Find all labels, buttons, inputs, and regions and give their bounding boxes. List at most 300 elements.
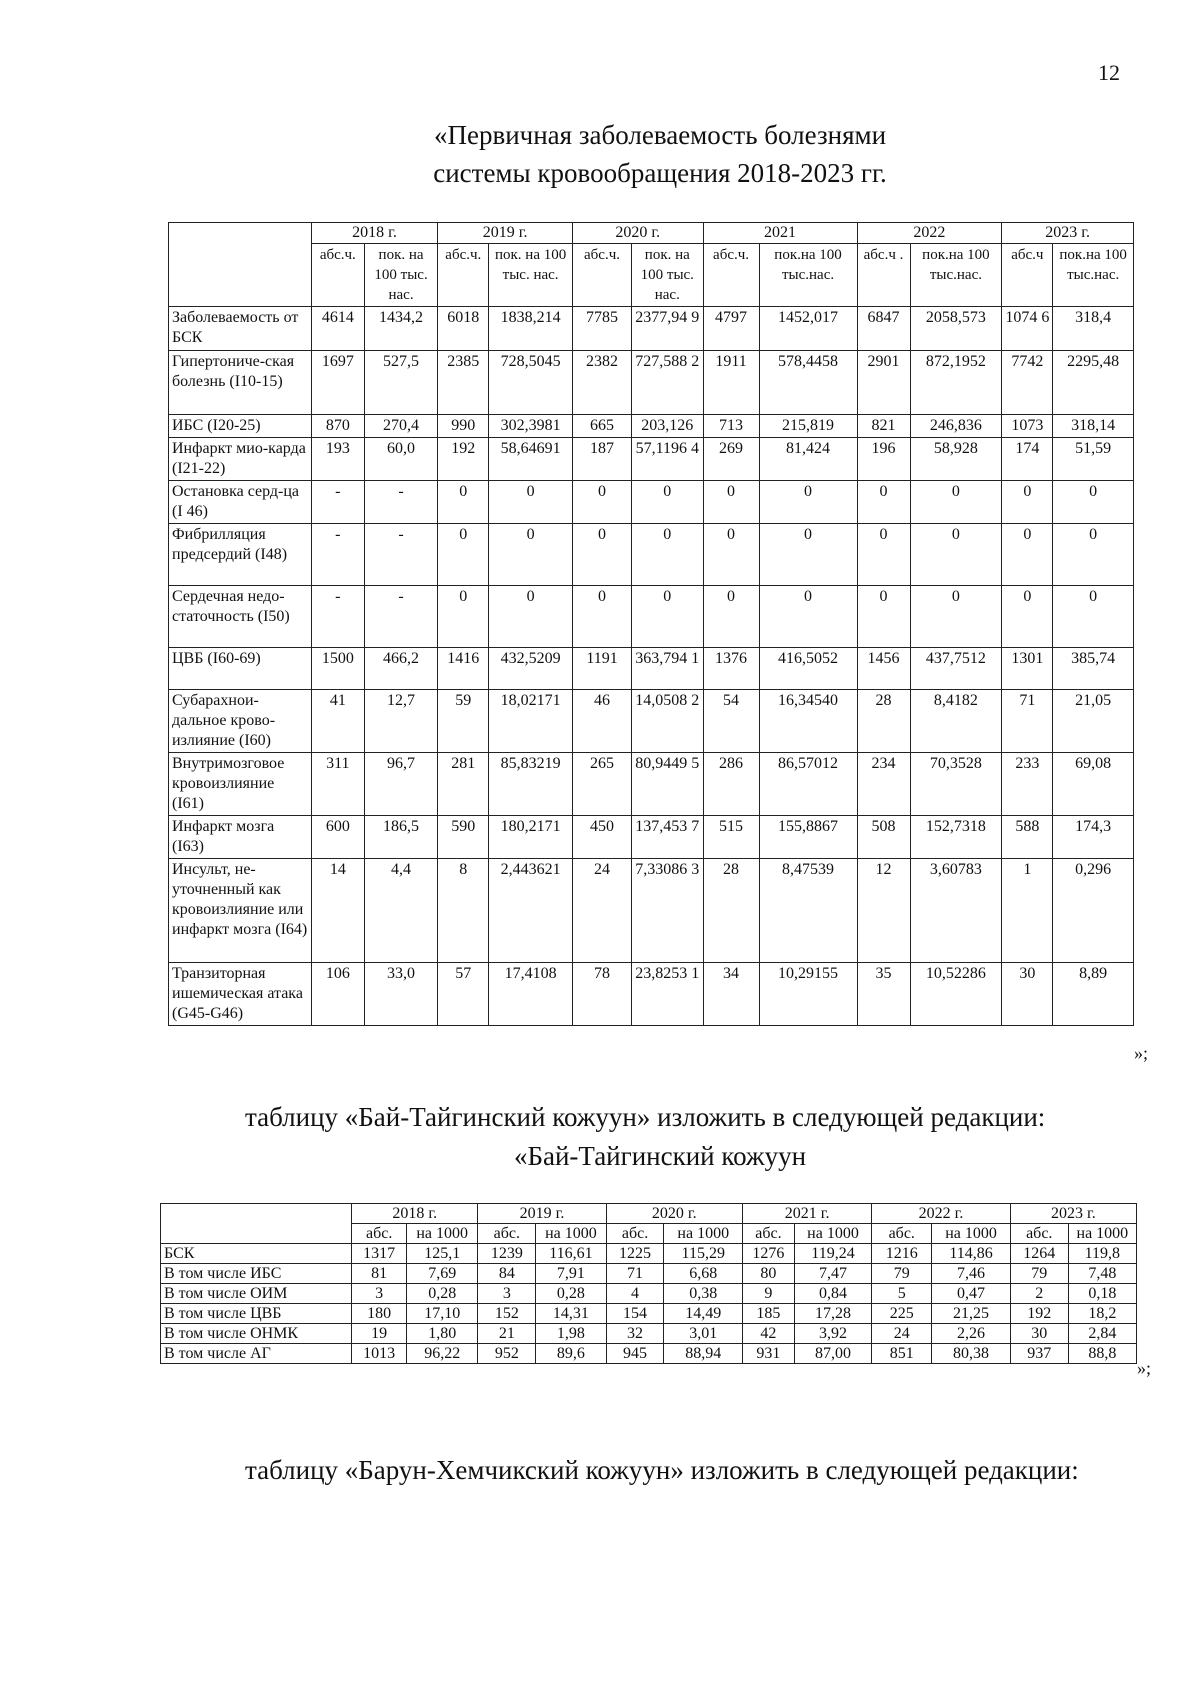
value-cell: 0 [489,586,573,648]
value-cell: 7785 [572,307,631,351]
value-cell: 225 [872,1304,932,1324]
subheader-cell: пок.на 100 тыс.нас. [910,244,1002,307]
value-cell: 51,59 [1053,438,1134,481]
paragraph-barun-khemchik: таблицу «Барун-Хемчикский кожуун» изложить в следующей редакции: [245,1455,1079,1485]
value-cell: 728,5045 [489,351,573,415]
value-cell: 2058,573 [910,307,1002,351]
value-cell: 89,6 [536,1344,606,1364]
value-cell: 114,86 [932,1244,1011,1264]
value-cell: 281 [438,753,489,816]
value-cell: 385,74 [1053,648,1134,690]
value-cell: 1838,214 [489,307,573,351]
value-cell: 215,819 [759,415,857,438]
page-number: 12 [1098,60,1120,85]
value-cell: 2,443621 [489,859,573,963]
value-cell: 125,1 [407,1244,478,1264]
value-cell: 872,1952 [910,351,1002,415]
table-row [161,1344,1137,1364]
subheader-cell: абс.ч. [572,244,631,307]
value-cell: 0 [857,481,910,524]
value-cell: 84 [478,1264,536,1284]
value-cell: 8,89 [1053,963,1134,1026]
value-cell: 0 [1053,524,1134,586]
value-cell: 116,61 [536,1244,606,1264]
paragraph-bai-taiga: таблицу «Бай-Тайгинский кожуун» изложить в следующей редакции: [245,1102,1046,1132]
value-cell: 990 [438,415,489,438]
year-header: 2022 г. [872,1204,1011,1224]
value-cell: 1500 [311,648,364,690]
value-cell: 70,3528 [910,753,1002,816]
value-cell: 187 [572,438,631,481]
value-cell: 1225 [606,1244,664,1264]
value-cell: 14,49 [664,1304,743,1324]
value-cell: 1416 [438,648,489,690]
subheader-cell: абс.ч [1002,244,1053,307]
value-cell: 180,2171 [489,816,573,859]
subheader-row [169,244,1134,307]
table2-title: «Бай-Тайгинский кожуун [513,1141,807,1171]
value-cell: 1276 [743,1244,795,1264]
value-cell: 1191 [572,648,631,690]
value-cell: 318,4 [1053,307,1134,351]
value-cell: 233 [1002,753,1053,816]
row-label: ЦВБ (I60-69) [169,648,312,690]
value-cell: 180 [352,1304,407,1324]
value-cell: 0 [632,481,703,524]
subheader-cell: на 1000 [794,1224,872,1244]
value-cell: 0 [1002,586,1053,648]
table-row [169,816,1134,859]
subheader-cell: абс. [352,1224,407,1244]
value-cell: 713 [703,415,759,438]
bai-taiga-table-header [161,1204,1137,1244]
year-header: 2018 г. [352,1204,478,1224]
value-cell: 69,08 [1053,753,1134,816]
value-cell: 9 [743,1284,795,1304]
value-cell: 0 [759,481,857,524]
value-cell: 4614 [311,307,364,351]
row-label: В том числе АГ [161,1344,352,1364]
value-cell: 0 [489,524,573,586]
morbidity-table-header [169,223,1134,307]
value-cell: 1434,2 [364,307,437,351]
value-cell: 527,5 [364,351,437,415]
value-cell: 21 [478,1324,536,1344]
row-label: Субарахнои-дальное крово-излияние (I60) [169,690,312,753]
value-cell: 23,8253 1 [632,963,703,1026]
value-cell: 79 [1010,1264,1068,1284]
value-cell: 286 [703,753,759,816]
value-cell: 0,84 [794,1284,872,1304]
value-cell: 137,453 7 [632,816,703,859]
value-cell: 1239 [478,1244,536,1264]
value-cell: 46 [572,690,631,753]
value-cell: 318,14 [1053,415,1134,438]
value-cell: 0 [489,481,573,524]
value-cell: 30 [1002,963,1053,1026]
value-cell: 71 [1002,690,1053,753]
value-cell: 578,4458 [759,351,857,415]
value-cell: - [364,586,437,648]
year-header-row [161,1204,1137,1224]
value-cell: 1264 [1010,1244,1068,1264]
row-label: Инсульт, не-уточненный как кровоизлияние или инфаркт мозга (I64) [169,859,312,963]
table-row [169,648,1134,690]
table-row [161,1304,1137,1324]
value-cell: 0 [572,524,631,586]
table-row [169,438,1134,481]
corner-cell [161,1204,352,1244]
value-cell: 0 [1053,586,1134,648]
value-cell: 2,84 [1068,1324,1136,1344]
value-cell: 0,18 [1068,1284,1136,1304]
table-row [161,1244,1137,1264]
value-cell: - [311,524,364,586]
year-header: 2019 г. [478,1204,606,1224]
value-cell: 8,4182 [910,690,1002,753]
row-label: ИБС (I20-25) [169,415,312,438]
value-cell: 81,424 [759,438,857,481]
value-cell: 665 [572,415,631,438]
value-cell: 155,8867 [759,816,857,859]
value-cell: 6,68 [664,1264,743,1284]
value-cell: 1911 [703,351,759,415]
value-cell: 7,46 [932,1264,1011,1284]
table-row [169,415,1134,438]
value-cell: 58,928 [910,438,1002,481]
value-cell: 14,0508 2 [632,690,703,753]
value-cell: 1697 [311,351,364,415]
year-header-row [169,223,1134,244]
row-label: Фибрилляция предсердий (I48) [169,524,312,586]
value-cell: 1 [1002,859,1053,963]
value-cell: 203,126 [632,415,703,438]
value-cell: 0 [572,481,631,524]
value-cell: - [311,481,364,524]
value-cell: 0 [632,524,703,586]
value-cell: 5 [872,1284,932,1304]
subheader-cell: пок. на 100 тыс. нас. [489,244,573,307]
row-label: В том числе ОИМ [161,1284,352,1304]
morbidity-table-body [169,307,1134,1026]
subheader-cell: пок. на 100 тыс. нас. [632,244,703,307]
value-cell: 269 [703,438,759,481]
value-cell: 945 [606,1344,664,1364]
value-cell: 174,3 [1053,816,1134,859]
value-cell: 57 [438,963,489,1026]
value-cell: 588 [1002,816,1053,859]
value-cell: 590 [438,816,489,859]
value-cell: 79 [872,1264,932,1284]
table1-title-line-2: системы кровообращения 2018-2023 гг. [433,158,887,188]
value-cell: 85,83219 [489,753,573,816]
value-cell: 14,31 [536,1304,606,1324]
row-label: Заболеваемость от БСК [169,307,312,351]
subheader-cell: абс. [872,1224,932,1244]
value-cell: 41 [311,690,364,753]
year-header: 2018 г. [311,223,437,244]
subheader-cell: пок. на 100 тыс. нас. [364,244,437,307]
value-cell: 6018 [438,307,489,351]
value-cell: 80,9449 5 [632,753,703,816]
value-cell: 0 [572,586,631,648]
value-cell: 0,47 [932,1284,1011,1304]
row-label: Транзиторная ишемическая атака (G45-G46) [169,963,312,1026]
table-row [161,1284,1137,1304]
value-cell: 88,94 [664,1344,743,1364]
subheader-cell: абс. [743,1224,795,1244]
value-cell: 28 [857,690,910,753]
value-cell: 28 [703,859,759,963]
value-cell: 88,8 [1068,1344,1136,1364]
value-cell: 0 [1002,481,1053,524]
value-cell: 186,5 [364,816,437,859]
value-cell: 57,1196 4 [632,438,703,481]
value-cell: 0 [703,586,759,648]
value-cell: 12,7 [364,690,437,753]
value-cell: 2385 [438,351,489,415]
value-cell: 3 [352,1284,407,1304]
subheader-cell: абс.ч . [857,244,910,307]
bai-taiga-table-body [161,1244,1137,1364]
value-cell: 7,69 [407,1264,478,1284]
value-cell: 192 [438,438,489,481]
row-label: В том числе ИБС [161,1264,352,1284]
subheader-cell: абс.ч. [311,244,364,307]
value-cell: 508 [857,816,910,859]
value-cell: 185 [743,1304,795,1324]
value-cell: 0 [759,586,857,648]
value-cell: 0,28 [407,1284,478,1304]
value-cell: 0 [857,586,910,648]
value-cell: 193 [311,438,364,481]
value-cell: 96,22 [407,1344,478,1364]
table-row [169,481,1134,524]
value-cell: 3,01 [664,1324,743,1344]
value-cell: 727,588 2 [632,351,703,415]
table1-title-line-1: «Первичная заболеваемость болезнями [433,120,887,150]
value-cell: 54 [703,690,759,753]
value-cell: 33,0 [364,963,437,1026]
value-cell: 152,7318 [910,816,1002,859]
row-label: БСК [161,1244,352,1264]
subheader-cell: на 1000 [664,1224,743,1244]
subheader-cell: на 1000 [536,1224,606,1244]
value-cell: 1,98 [536,1324,606,1344]
subheader-cell: абс. [606,1224,664,1244]
value-cell: - [364,524,437,586]
value-cell: 931 [743,1344,795,1364]
value-cell: 2 [1010,1284,1068,1304]
value-cell: 80,38 [932,1344,1011,1364]
value-cell: 4,4 [364,859,437,963]
year-header: 2019 г. [438,223,573,244]
corner-cell [169,223,312,307]
value-cell: 34 [703,963,759,1026]
value-cell: 2901 [857,351,910,415]
year-header: 2021 [703,223,857,244]
value-cell: 21,25 [932,1304,1011,1324]
row-label: Гипертониче-ская болезнь (I10-15) [169,351,312,415]
value-cell: 7,33086 3 [632,859,703,963]
value-cell: 58,64691 [489,438,573,481]
value-cell: 821 [857,415,910,438]
value-cell: 10,52286 [910,963,1002,1026]
value-cell: 3,60783 [910,859,1002,963]
value-cell: 7742 [1002,351,1053,415]
value-cell: 0,28 [536,1284,606,1304]
value-cell: 96,7 [364,753,437,816]
value-cell: 115,29 [664,1244,743,1264]
value-cell: 10,29155 [759,963,857,1026]
value-cell: 24 [872,1324,932,1344]
value-cell: 937 [1010,1344,1068,1364]
value-cell: 2295,48 [1053,351,1134,415]
value-cell: 2,26 [932,1324,1011,1344]
value-cell: 437,7512 [910,648,1002,690]
table-row [169,307,1134,351]
value-cell: 0 [703,481,759,524]
row-label: Остановка серд-ца (I 46) [169,481,312,524]
table-row [169,963,1134,1026]
value-cell: 7,47 [794,1264,872,1284]
value-cell: 363,794 1 [632,648,703,690]
value-cell: 870 [311,415,364,438]
value-cell: 119,8 [1068,1244,1136,1264]
subheader-cell: абс. [1010,1224,1068,1244]
value-cell: 19 [352,1324,407,1344]
value-cell: 2377,94 9 [632,307,703,351]
value-cell: 59 [438,690,489,753]
value-cell: 416,5052 [759,648,857,690]
row-label: Инфаркт мио-карда (I21-22) [169,438,312,481]
value-cell: 24 [572,859,631,963]
subheader-cell: абс.ч. [703,244,759,307]
value-cell: 174 [1002,438,1053,481]
value-cell: 432,5209 [489,648,573,690]
year-header: 2021 г. [743,1204,872,1224]
year-header: 2020 г. [572,223,703,244]
row-label: В том числе ОНМК [161,1324,352,1344]
bai-taiga-table [160,1203,1137,1364]
value-cell: 17,4108 [489,963,573,1026]
value-cell: 600 [311,816,364,859]
value-cell: 0 [1053,481,1134,524]
value-cell: 154 [606,1304,664,1324]
value-cell: - [364,481,437,524]
value-cell: 0 [910,586,1002,648]
value-cell: 30 [1010,1324,1068,1344]
value-cell: 16,34540 [759,690,857,753]
value-cell: 7,91 [536,1264,606,1284]
table-row [169,351,1134,415]
row-label: Инфаркт мозга (I63) [169,816,312,859]
value-cell: 1,80 [407,1324,478,1344]
morbidity-table [168,222,1134,1026]
value-cell: 18,02171 [489,690,573,753]
value-cell: 4 [606,1284,664,1304]
year-header: 2023 г. [1010,1204,1136,1224]
row-label: В том числе ЦВБ [161,1304,352,1324]
value-cell: 196 [857,438,910,481]
table-row [169,859,1134,963]
value-cell: 1456 [857,648,910,690]
table-row [169,753,1134,816]
value-cell: 6847 [857,307,910,351]
value-cell: 80 [743,1264,795,1284]
value-cell: 12 [857,859,910,963]
value-cell: 515 [703,816,759,859]
value-cell: 1376 [703,648,759,690]
value-cell: 0 [910,481,1002,524]
value-cell: 0 [438,524,489,586]
value-cell: 1073 [1002,415,1053,438]
value-cell: 0 [1002,524,1053,586]
value-cell: 1301 [1002,648,1053,690]
value-cell: 7,48 [1068,1264,1136,1284]
value-cell: 119,24 [794,1244,872,1264]
value-cell: 0 [759,524,857,586]
value-cell: 4797 [703,307,759,351]
value-cell: 18,2 [1068,1304,1136,1324]
table-row [161,1324,1137,1344]
value-cell: 1013 [352,1344,407,1364]
subheader-cell: на 1000 [407,1224,478,1244]
value-cell: 0,296 [1053,859,1134,963]
table-row [169,690,1134,753]
value-cell: 14 [311,859,364,963]
value-cell: 86,57012 [759,753,857,816]
value-cell: 2382 [572,351,631,415]
value-cell: 851 [872,1344,932,1364]
value-cell: 60,0 [364,438,437,481]
value-cell: 1074 6 [1002,307,1053,351]
value-cell: 42 [743,1324,795,1344]
value-cell: 246,836 [910,415,1002,438]
value-cell: 0 [438,586,489,648]
subheader-cell: абс.ч. [438,244,489,307]
subheader-cell: на 1000 [1068,1224,1136,1244]
quote-closer-2: »; [1137,1358,1152,1378]
subheader-cell: на 1000 [932,1224,1011,1244]
value-cell: 17,28 [794,1304,872,1324]
value-cell: 0 [910,524,1002,586]
value-cell: 0 [857,524,910,586]
quote-closer: »; [1134,1043,1149,1063]
value-cell: 0,38 [664,1284,743,1304]
value-cell: 450 [572,816,631,859]
value-cell: 35 [857,963,910,1026]
value-cell: 17,10 [407,1304,478,1324]
value-cell: 0 [632,586,703,648]
value-cell: 81 [352,1264,407,1284]
value-cell: 265 [572,753,631,816]
year-header: 2023 г. [1002,223,1134,244]
subheader-cell: пок.на 100 тыс.нас. [759,244,857,307]
value-cell: 3,92 [794,1324,872,1344]
value-cell: 32 [606,1324,664,1344]
value-cell: 234 [857,753,910,816]
value-cell: 270,4 [364,415,437,438]
value-cell: 466,2 [364,648,437,690]
subheader-cell: пок.на 100 тыс.нас. [1053,244,1134,307]
value-cell: 952 [478,1344,536,1364]
value-cell: 3 [478,1284,536,1304]
table-row [169,524,1134,586]
value-cell: 21,05 [1053,690,1134,753]
value-cell: 8 [438,859,489,963]
value-cell: 71 [606,1264,664,1284]
